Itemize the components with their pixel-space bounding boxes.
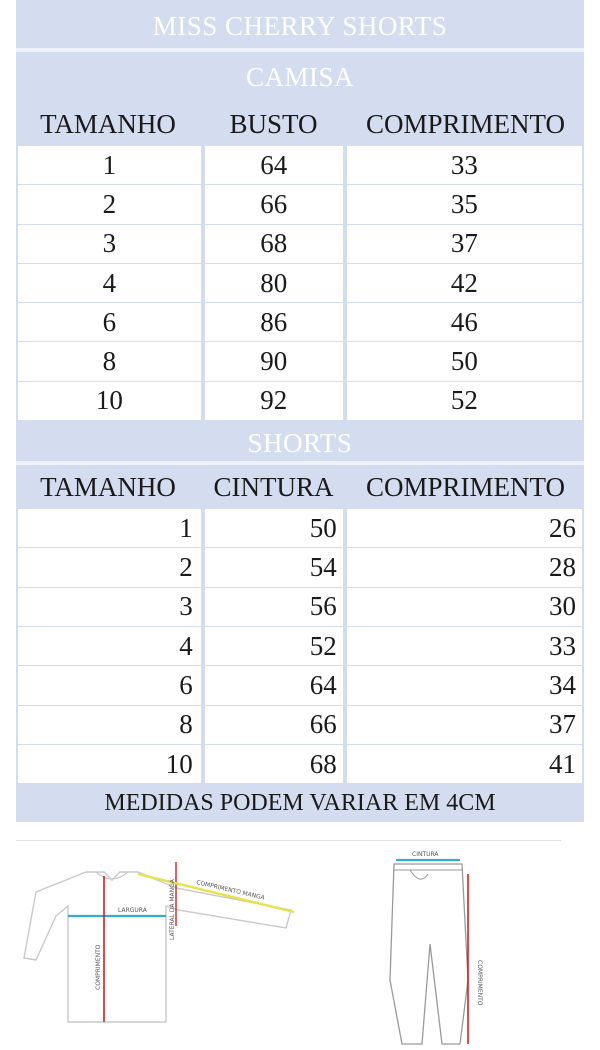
label-comprimento-manga: COMPRIMENTO MANGA: [195, 879, 266, 902]
table-row: [16, 225, 584, 264]
label-cintura: CINTURA: [412, 851, 439, 858]
table-cell: 68: [205, 745, 347, 783]
label-comprimento-pants: COMPRIMENTO: [476, 960, 483, 1006]
table-cell: 1: [18, 146, 205, 184]
size-chart: [16, 0, 584, 822]
table-cell: 68: [205, 225, 347, 263]
table-cell: 90: [205, 342, 347, 380]
table-cell: 4: [18, 627, 205, 665]
table-cell: 52: [347, 382, 582, 420]
camisa-header-row: [16, 102, 584, 146]
shorts-header-comprimento: COMPRIMENTO: [347, 465, 584, 509]
table-cell: 3: [18, 588, 205, 626]
table-cell: 3: [18, 225, 205, 263]
table-cell: 52: [205, 627, 347, 665]
table-cell: 56: [205, 588, 347, 626]
table-row: [16, 185, 584, 224]
table-row: [16, 745, 584, 784]
table-cell: 26: [347, 509, 582, 547]
table-row: [16, 303, 584, 342]
table-cell: 64: [205, 146, 347, 184]
table-cell: 86: [205, 303, 347, 341]
table-cell: 33: [347, 627, 582, 665]
table-cell: 2: [18, 548, 205, 586]
table-row: [16, 706, 584, 745]
footer-note: MEDIDAS PODEM VARIAR EM 4CM: [16, 784, 584, 822]
table-cell: 8: [18, 706, 205, 744]
pants-illustration: [390, 851, 483, 1044]
table-cell: 37: [347, 225, 582, 263]
camisa-header-tamanho: TAMANHO: [16, 102, 204, 146]
shirt-illustration: [24, 862, 294, 1022]
table-cell: 42: [347, 264, 582, 302]
table-cell: 41: [347, 745, 582, 783]
camisa-table-body: [16, 146, 584, 421]
table-cell: 6: [18, 303, 205, 341]
table-cell: 35: [347, 185, 582, 223]
table-cell: 80: [205, 264, 347, 302]
table-cell: 64: [205, 666, 347, 704]
shorts-header-cintura: CINTURA: [204, 465, 347, 509]
table-row: [16, 666, 584, 705]
section-title-camisa: CAMISA: [16, 52, 584, 102]
table-cell: 92: [205, 382, 347, 420]
chart-title: MISS CHERRY SHORTS: [16, 0, 584, 52]
table-cell: 10: [18, 745, 205, 783]
table-cell: 50: [205, 509, 347, 547]
table-row: [16, 342, 584, 381]
measurement-diagram: [16, 840, 584, 1050]
table-cell: 10: [18, 382, 205, 420]
shorts-header-row: [16, 465, 584, 509]
table-cell: 6: [18, 666, 205, 704]
table-row: [16, 382, 584, 421]
table-cell: 54: [205, 548, 347, 586]
table-cell: 8: [18, 342, 205, 380]
table-cell: 30: [347, 588, 582, 626]
table-row: [16, 548, 584, 587]
camisa-header-comprimento: COMPRIMENTO: [347, 102, 584, 146]
table-cell: 50: [347, 342, 582, 380]
table-cell: 37: [347, 706, 582, 744]
section-title-shorts: SHORTS: [16, 421, 584, 465]
table-cell: 2: [18, 185, 205, 223]
table-cell: 34: [347, 666, 582, 704]
table-cell: 66: [205, 706, 347, 744]
table-row: [16, 588, 584, 627]
label-largura: LARGURA: [118, 907, 147, 914]
label-comprimento-camisa: COMPRIMENTO: [95, 944, 102, 990]
table-cell: 33: [347, 146, 582, 184]
table-row: [16, 146, 584, 185]
table-cell: 4: [18, 264, 205, 302]
table-row: [16, 264, 584, 303]
table-row: [16, 627, 584, 666]
table-cell: 1: [18, 509, 205, 547]
camisa-header-busto: BUSTO: [204, 102, 347, 146]
table-cell: 28: [347, 548, 582, 586]
table-cell: 66: [205, 185, 347, 223]
shorts-header-tamanho: TAMANHO: [16, 465, 204, 509]
table-row: [16, 509, 584, 548]
table-cell: 46: [347, 303, 582, 341]
label-lateral-manga: LATERAL DA MANGA: [169, 879, 176, 940]
shorts-table-body: [16, 509, 584, 784]
shirt-sleeve-line: [138, 874, 294, 912]
